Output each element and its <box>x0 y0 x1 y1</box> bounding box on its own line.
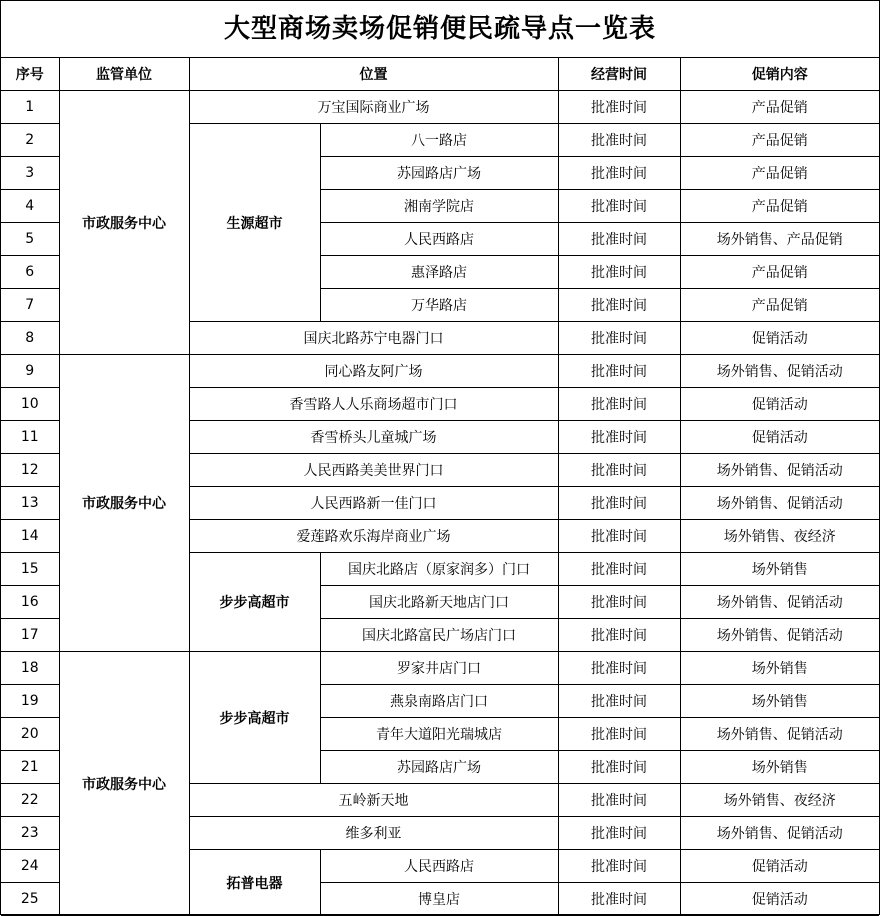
promo-cell: 促销活动 <box>680 883 879 916</box>
location-cell: 万华路店 <box>320 289 558 322</box>
location-cell: 惠泽路店 <box>320 256 558 289</box>
location-cell: 维多利亚 <box>189 817 558 850</box>
location-cell: 罗家井店门口 <box>320 652 558 685</box>
location-cell: 湘南学院店 <box>320 190 558 223</box>
seq-cell: 25 <box>1 883 59 916</box>
location-cell: 苏园路店广场 <box>320 157 558 190</box>
location-cell: 香雪路人人乐商场超市门口 <box>189 388 558 421</box>
promo-cell: 场外销售、促销活动 <box>680 586 879 619</box>
hours-cell: 批准时间 <box>558 421 680 454</box>
promo-cell: 场外销售、促销活动 <box>680 817 879 850</box>
hours-cell: 批准时间 <box>558 553 680 586</box>
seq-cell: 21 <box>1 751 59 784</box>
location-cell: 国庆北路店（原家润多）门口 <box>320 553 558 586</box>
promo-cell: 促销活动 <box>680 388 879 421</box>
hours-cell: 批准时间 <box>558 520 680 553</box>
location-cell: 博皇店 <box>320 883 558 916</box>
location-cell: 同心路友阿广场 <box>189 355 558 388</box>
hours-cell: 批准时间 <box>558 256 680 289</box>
promo-cell: 促销活动 <box>680 850 879 883</box>
seq-cell: 6 <box>1 256 59 289</box>
promo-cell: 场外销售、促销活动 <box>680 487 879 520</box>
hours-cell: 批准时间 <box>558 190 680 223</box>
seq-cell: 18 <box>1 652 59 685</box>
promo-cell: 场外销售、夜经济 <box>680 520 879 553</box>
seq-cell: 9 <box>1 355 59 388</box>
sub-unit-cell: 步步高超市 <box>189 553 320 652</box>
hours-cell: 批准时间 <box>558 685 680 718</box>
location-cell: 苏园路店广场 <box>320 751 558 784</box>
promo-cell: 场外销售 <box>680 553 879 586</box>
promo-cell: 促销活动 <box>680 322 879 355</box>
location-cell: 国庆北路苏宁电器门口 <box>189 322 558 355</box>
seq-cell: 24 <box>1 850 59 883</box>
hours-cell: 批准时间 <box>558 850 680 883</box>
header-unit: 监管单位 <box>59 58 189 91</box>
hours-cell: 批准时间 <box>558 223 680 256</box>
location-cell: 国庆北路新天地店门口 <box>320 586 558 619</box>
promo-cell: 场外销售 <box>680 652 879 685</box>
promo-cell: 场外销售、产品促销 <box>680 223 879 256</box>
hours-cell: 批准时间 <box>558 718 680 751</box>
promo-cell: 场外销售、促销活动 <box>680 718 879 751</box>
location-cell: 人民西路店 <box>320 850 558 883</box>
unit-cell: 市政服务中心 <box>59 652 189 916</box>
hours-cell: 批准时间 <box>558 454 680 487</box>
unit-cell: 市政服务中心 <box>59 91 189 355</box>
location-cell: 人民西路美美世界门口 <box>189 454 558 487</box>
seq-cell: 11 <box>1 421 59 454</box>
seq-cell: 13 <box>1 487 59 520</box>
hours-cell: 批准时间 <box>558 322 680 355</box>
table-row <box>1 652 879 685</box>
location-cell: 八一路店 <box>320 124 558 157</box>
promo-cell: 促销活动 <box>680 421 879 454</box>
promo-cell: 产品促销 <box>680 124 879 157</box>
promo-cell: 产品促销 <box>680 190 879 223</box>
seq-cell: 10 <box>1 388 59 421</box>
promo-cell: 产品促销 <box>680 256 879 289</box>
seq-cell: 19 <box>1 685 59 718</box>
hours-cell: 批准时间 <box>558 124 680 157</box>
hours-cell: 批准时间 <box>558 652 680 685</box>
hours-cell: 批准时间 <box>558 784 680 817</box>
unit-cell: 市政服务中心 <box>59 355 189 652</box>
hours-cell: 批准时间 <box>558 388 680 421</box>
seq-cell: 2 <box>1 124 59 157</box>
seq-cell: 16 <box>1 586 59 619</box>
hours-cell: 批准时间 <box>558 586 680 619</box>
promo-cell: 场外销售、夜经济 <box>680 784 879 817</box>
seq-cell: 17 <box>1 619 59 652</box>
hours-cell: 批准时间 <box>558 157 680 190</box>
table-row <box>1 91 879 124</box>
seq-cell: 8 <box>1 322 59 355</box>
seq-cell: 5 <box>1 223 59 256</box>
hours-cell: 批准时间 <box>558 91 680 124</box>
hours-cell: 批准时间 <box>558 355 680 388</box>
seq-cell: 3 <box>1 157 59 190</box>
promo-cell: 场外销售、促销活动 <box>680 619 879 652</box>
seq-cell: 7 <box>1 289 59 322</box>
seq-cell: 1 <box>1 91 59 124</box>
promo-cell: 场外销售、促销活动 <box>680 355 879 388</box>
seq-cell: 12 <box>1 454 59 487</box>
header-row <box>1 58 879 91</box>
sub-unit-cell: 步步高超市 <box>189 652 320 784</box>
location-cell: 青年大道阳光瑞城店 <box>320 718 558 751</box>
header-promo: 促销内容 <box>680 58 879 91</box>
hours-cell: 批准时间 <box>558 619 680 652</box>
seq-cell: 4 <box>1 190 59 223</box>
location-cell: 五岭新天地 <box>189 784 558 817</box>
location-cell: 国庆北路富民广场店门口 <box>320 619 558 652</box>
sub-unit-cell: 拓普电器 <box>189 850 320 916</box>
sub-unit-cell: 生源超市 <box>189 124 320 322</box>
header-hours: 经营时间 <box>558 58 680 91</box>
location-cell: 燕泉南路店门口 <box>320 685 558 718</box>
header-seq: 序号 <box>1 58 59 91</box>
promotion-table <box>1 58 879 916</box>
seq-cell: 15 <box>1 553 59 586</box>
promo-cell: 场外销售 <box>680 685 879 718</box>
hours-cell: 批准时间 <box>558 289 680 322</box>
header-location: 位置 <box>189 58 558 91</box>
hours-cell: 批准时间 <box>558 751 680 784</box>
table-row <box>1 355 879 388</box>
promo-cell: 场外销售、促销活动 <box>680 454 879 487</box>
location-cell: 香雪桥头儿童城广场 <box>189 421 558 454</box>
location-cell: 万宝国际商业广场 <box>189 91 558 124</box>
seq-cell: 14 <box>1 520 59 553</box>
promo-cell: 产品促销 <box>680 157 879 190</box>
promo-cell: 产品促销 <box>680 289 879 322</box>
location-cell: 爱莲路欢乐海岸商业广场 <box>189 520 558 553</box>
hours-cell: 批准时间 <box>558 817 680 850</box>
location-cell: 人民西路店 <box>320 223 558 256</box>
hours-cell: 批准时间 <box>558 883 680 916</box>
seq-cell: 20 <box>1 718 59 751</box>
seq-cell: 22 <box>1 784 59 817</box>
location-cell: 人民西路新一佳门口 <box>189 487 558 520</box>
page-title: 大型商场卖场促销便民疏导点一览表 <box>1 1 879 58</box>
promo-cell: 产品促销 <box>680 91 879 124</box>
seq-cell: 23 <box>1 817 59 850</box>
hours-cell: 批准时间 <box>558 487 680 520</box>
promo-cell: 场外销售 <box>680 751 879 784</box>
